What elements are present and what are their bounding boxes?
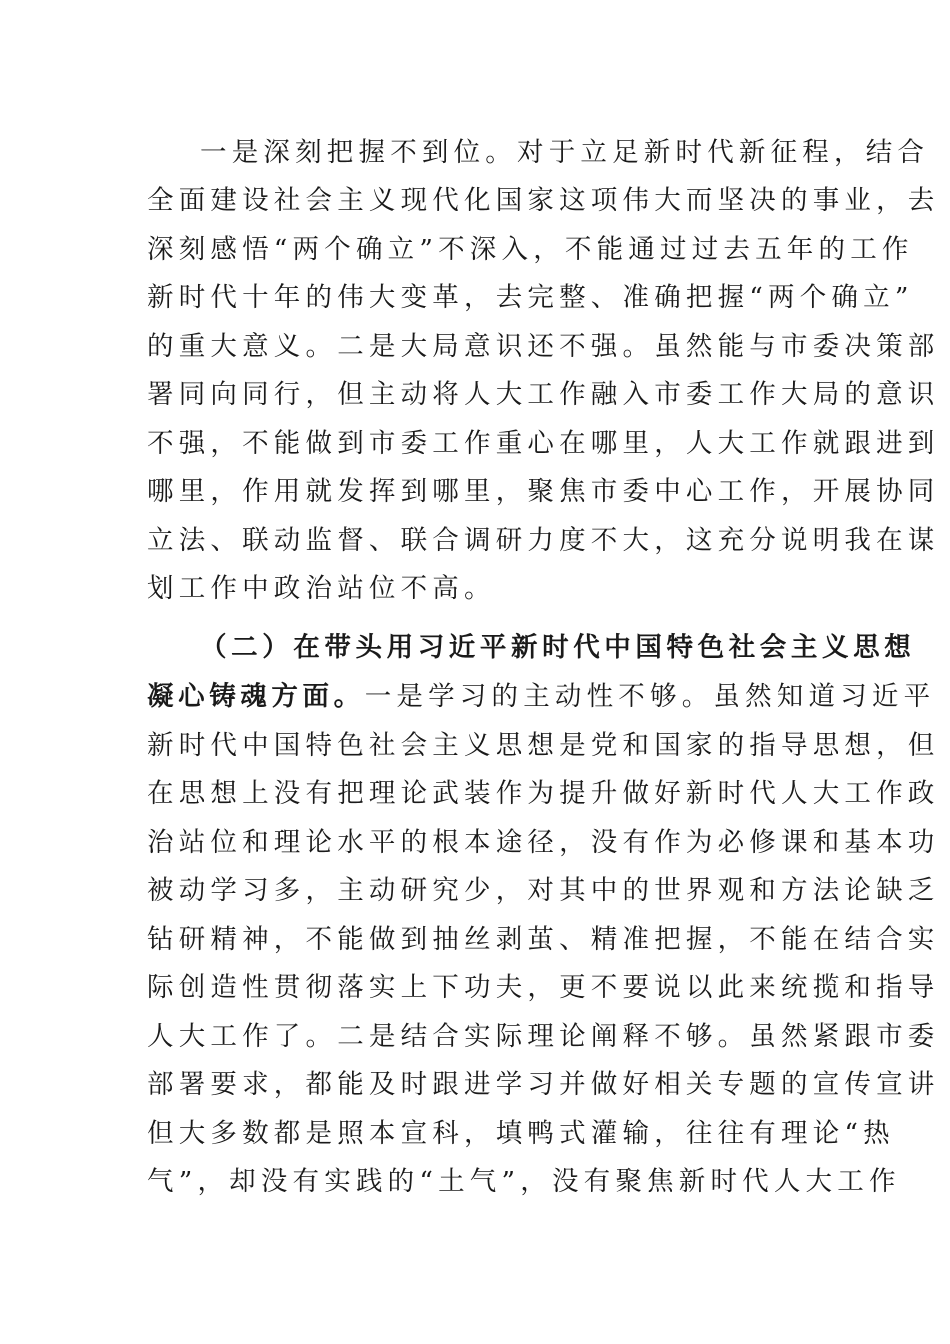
paragraph-line: 人大工作了。二是结合实际理论阐释不够。虽然紧跟市委: [147, 1021, 940, 1052]
section-intro-text: 一是学习的主动性不够。虽然知道习近平: [364, 681, 936, 712]
paragraph-line: 在思想上没有把理论武装作为提升做好新时代人大工作政: [147, 778, 940, 809]
paragraph-line: 部署要求，都能及时跟进学习并做好相关专题的宣传宣讲: [147, 1069, 940, 1100]
paragraph-line: 一是深刻把握不到位。对于立足新时代新征程，结合: [200, 137, 930, 168]
paragraph-line: 深刻感悟“两个确立”不深入，不能通过过去五年的工作: [147, 234, 914, 265]
paragraph-line: [147, 677, 935, 717]
paragraph-line: 气”，却没有实践的“土气”，没有聚焦新时代人大工作: [147, 1166, 901, 1197]
paragraph-line: 治站位和理论水平的根本途径，没有作为必修课和基本功: [147, 827, 940, 858]
section-heading: （二）在带头用习近平新时代中国特色社会主义思想: [200, 632, 916, 663]
paragraph-line: 的重大意义。二是大局意识还不强。虽然能与市委决策部: [147, 331, 940, 362]
paragraph-line: 划工作中政治站位不高。: [147, 573, 496, 604]
paragraph-line: 不强，不能做到市委工作重心在哪里，人大工作就跟进到: [147, 428, 940, 459]
paragraph-line: 立法、联动监督、联合调研力度不大，这充分说明我在谋: [147, 525, 940, 556]
section-heading-continued: 凝心铸魂方面。: [147, 681, 365, 712]
paragraph-line: 被动学习多，主动研究少，对其中的世界观和方法论缺乏: [147, 875, 940, 906]
paragraph-line: 哪里，作用就发挥到哪里，聚焦市委中心工作，开展协同: [147, 476, 940, 507]
paragraph-line: 全面建设社会主义现代化国家这项伟大而坚决的事业，去: [147, 185, 940, 216]
paragraph-line: 新时代十年的伟大变革，去完整、准确把握“两个确立”: [147, 282, 914, 313]
paragraph-line: 署同向同行，但主动将人大工作融入市委工作大局的意识: [147, 379, 940, 410]
paragraph-line: 钻研精神，不能做到抽丝剥茧、精准把握，不能在结合实: [147, 924, 940, 955]
paragraph-line: 但大多数都是照本宣科，填鸭式灌输，往往有理论“热: [147, 1118, 895, 1149]
paragraph-line: 新时代中国特色社会主义思想是党和国家的指导思想，但: [147, 730, 940, 761]
paragraph-line: 际创造性贯彻落实上下功夫，更不要说以此来统揽和指导: [147, 972, 940, 1003]
